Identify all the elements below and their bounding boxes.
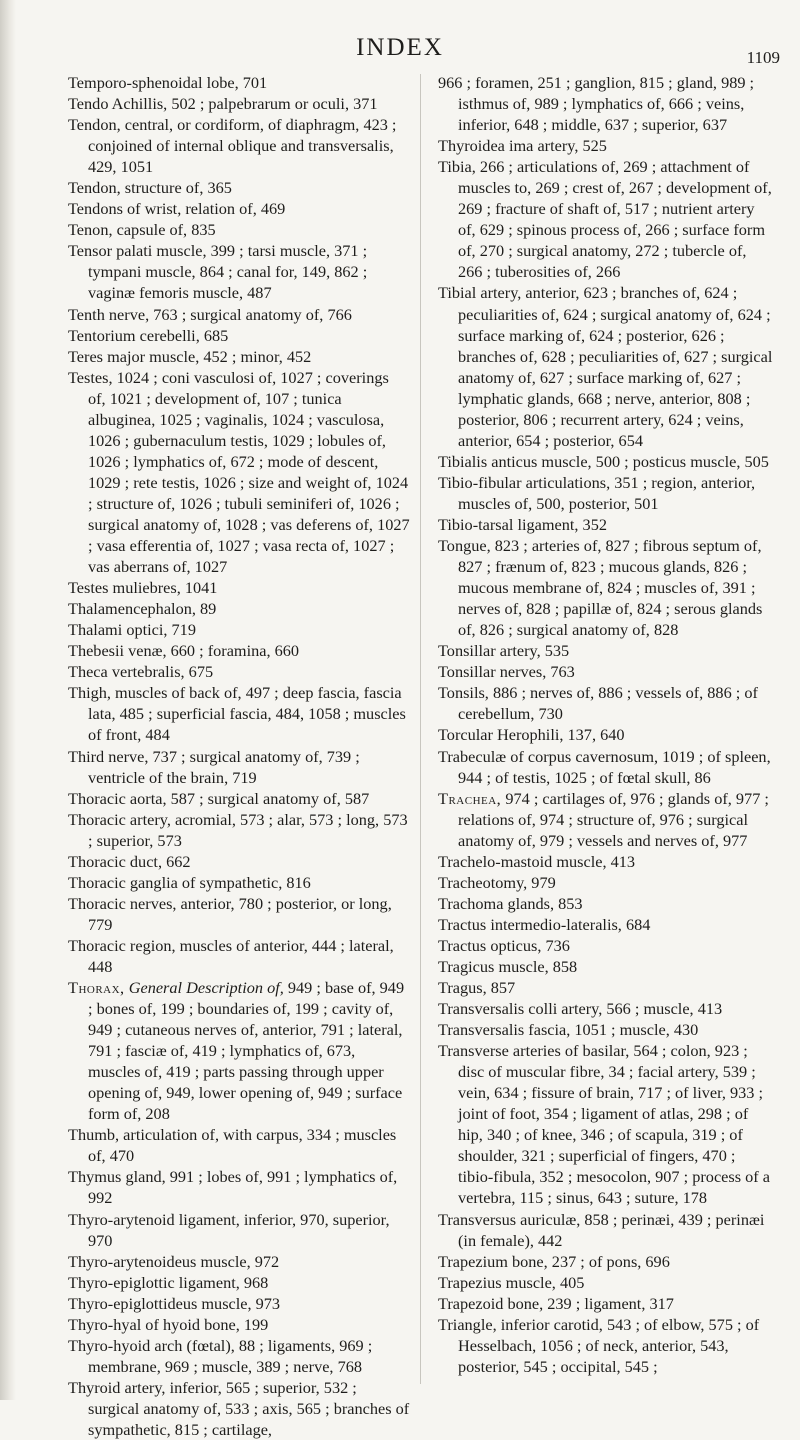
entry-text: Teres major muscle, 452 ; minor, 452 xyxy=(68,346,312,366)
index-entry xyxy=(438,788,774,851)
entry-heading-smallcaps: Trachea, xyxy=(438,788,502,808)
index-entry xyxy=(438,1209,774,1251)
entry-text: 974 ; cartilages of, 976 ; glands of, 977 ; relations of, 974 ; structure of, 976 ; surgical anatomy of, 979 ; vessels and nerves of, 977 xyxy=(458,788,769,850)
index-entry xyxy=(68,619,410,640)
entry-text: Thymus gland, 991 ; lobes of, 991 ; lymphatics of, 992 xyxy=(68,1167,398,1208)
entry-heading-smallcaps: Thorax, xyxy=(68,978,125,998)
index-entry xyxy=(68,1314,410,1335)
index-entry xyxy=(68,935,410,977)
entry-text: Thyro-hyoid arch (fœtal), 88 ; ligaments, 969 ; membrane, 969 ; muscle, 389 ; nerve, 768 xyxy=(68,1335,373,1376)
entry-text: Tragicus muscle, 858 xyxy=(438,956,578,976)
index-entry xyxy=(68,1124,410,1166)
entry-text: Thigh, muscles of back of, 497 ; deep fascia, fascia lata, 485 ; superficial fascia, 484, 1058 ; muscles of front, 484 xyxy=(68,683,406,745)
entry-text: Tentorium cerebelli, 685 xyxy=(68,325,229,345)
index-entry xyxy=(438,977,774,998)
entry-text: Transversus auriculæ, 858 ; perinæi, 439 ; perinæi (in female), 442 xyxy=(438,1209,765,1250)
entry-text: 966 ; foramen, 251 ; ganglion, 815 ; gland, 989 ; isthmus of, 989 ; lymphatics of, 666 ; veins, inferior, 648 ; middle, 637 ; superior, 637 xyxy=(438,73,755,135)
index-entry xyxy=(68,93,410,114)
index-entry xyxy=(68,367,410,577)
index-entry xyxy=(68,325,410,346)
page-header xyxy=(0,34,800,67)
entry-text: Thoracic artery, acromial, 573 ; alar, 573 ; long, 573 ; superior, 573 xyxy=(68,809,408,850)
entry-text: Tonsillar artery, 535 xyxy=(438,641,570,661)
entry-text: Thebesii venæ, 660 ; foramina, 660 xyxy=(68,641,300,661)
entry-text: Triangle, inferior carotid, 543 ; of elbow, 575 ; of Hesselbach, 1056 ; of neck, anterior, 543, posterior, 545 ; occipital, 545 ; xyxy=(438,1314,760,1376)
entry-text: Testes, 1024 ; coni vasculosi of, 1027 ; coverings of, 1021 ; development of, 107 ; tunica albuginea, 1025 ; vaginalis, 1024 ; vasculosa, 1026 ; gubernaculum testis, 1029 ; lobules of, 1026 ; lymphatics of, 672 ; mode of descent, 1029 ; rete testis, 1026 ; size and weight of, 1024 ; structure of, 1026 ; tubuli seminiferi of, 1026 ; surgical anatomy of, 1028 ; vas deferens of, 1027 ; vasa efferentia of, 1027 ; vasa recta of, 1027 ; vas aberrans of, 1027 xyxy=(68,367,410,577)
index-entry xyxy=(68,682,410,745)
entry-text: Tendo Achillis, 502 ; palpebrarum or oculi, 371 xyxy=(68,94,378,114)
entry-text: Tragus, 857 xyxy=(438,978,516,998)
entry-text: Third nerve, 737 ; surgical anatomy of, 739 ; ventricle of the brain, 719 xyxy=(68,746,360,787)
index-entry xyxy=(68,809,410,851)
entry-text: Thalamencephalon, 89 xyxy=(68,599,217,619)
entry-text: Thoracic nerves, anterior, 780 ; posterior, or long, 779 xyxy=(68,893,392,934)
index-entry xyxy=(68,1335,410,1377)
index-entry xyxy=(438,914,774,935)
entry-text: Tenth nerve, 763 ; surgical anatomy of, 766 xyxy=(68,304,352,324)
index-entry xyxy=(438,682,774,724)
entry-text: Thyro-epiglottideus muscle, 973 xyxy=(68,1293,281,1313)
index-entry xyxy=(68,346,410,367)
entry-text: Thoracic ganglia of sympathetic, 816 xyxy=(68,872,311,892)
entry-text: Torcular Herophili, 137, 640 xyxy=(438,725,625,745)
entry-text: Tensor palati muscle, 399 ; tarsi muscle, 371 ; tympani muscle, 864 ; canal for, 149, 862 ; vaginæ femoris muscle, 487 xyxy=(68,241,368,303)
entry-text: Transverse arteries of basilar, 564 ; colon, 923 ; disc of muscular fibre, 34 ; facial artery, 539 ; vein, 634 ; fissure of brain, 717 ; of liver, 933 ; joint of foot, 354 ; ligament of atlas, 298 ; of hip, 340 ; of knee, 346 ; of scapula, 319 ; of shoulder, 321 ; superficial of fingers, 470 ; tibio-fibula, 352 ; mesocolon, 907 ; process of a vertebra, 115 ; sinus, 643 ; suture, 178 xyxy=(438,1041,770,1208)
index-entry xyxy=(68,177,410,198)
entry-heading-italic: General Description of, xyxy=(124,978,284,998)
entry-text: Tracheotomy, 979 xyxy=(438,872,556,892)
entry-text: Thoracic region, muscles of anterior, 444 ; lateral, 448 xyxy=(68,935,394,976)
index-entry xyxy=(68,977,410,1124)
index-entry xyxy=(438,724,774,745)
entry-text: Thoracic duct, 662 xyxy=(68,851,191,871)
index-entry xyxy=(68,893,410,935)
entry-text: Thoracic aorta, 587 ; surgical anatomy of, 587 xyxy=(68,788,370,808)
index-entry xyxy=(438,135,774,156)
entry-text: Thyro-epiglottic ligament, 968 xyxy=(68,1272,269,1292)
entry-text: Trachelo-mastoid muscle, 413 xyxy=(438,851,636,871)
entry-text: Thalami optici, 719 xyxy=(68,620,196,640)
entry-text: Tractus opticus, 736 xyxy=(438,935,570,955)
page-title: INDEX xyxy=(356,34,444,61)
index-entry xyxy=(438,1251,774,1272)
index-entry xyxy=(68,661,410,682)
entry-text: Thyro-hyal of hyoid bone, 199 xyxy=(68,1314,269,1334)
entry-text: Tenon, capsule of, 835 xyxy=(68,220,216,240)
index-entry xyxy=(438,1293,774,1314)
index-entry xyxy=(68,1377,410,1440)
index-entry xyxy=(438,956,774,977)
entry-text: Trabeculæ of corpus cavernosum, 1019 ; of spleen, 944 ; of testis, 1025 ; of fœtal skull, 86 xyxy=(438,746,771,787)
index-entry xyxy=(68,1272,410,1293)
entry-text: Tendons of wrist, relation of, 469 xyxy=(68,199,286,219)
index-entry xyxy=(438,1314,774,1377)
entry-text: Theca vertebralis, 675 xyxy=(68,662,214,682)
index-entry xyxy=(68,851,410,872)
column-divider xyxy=(420,74,421,1384)
entry-text: Trapezoid bone, 239 ; ligament, 317 xyxy=(438,1293,674,1313)
index-entry xyxy=(438,282,774,450)
index-entry xyxy=(68,598,410,619)
index-entry xyxy=(68,1251,410,1272)
index-entry xyxy=(438,935,774,956)
index-entry xyxy=(438,998,774,1019)
entry-text: Trapezius muscle, 405 xyxy=(438,1272,585,1292)
index-entry xyxy=(438,451,774,472)
entry-text: Tibio-tarsal ligament, 352 xyxy=(438,514,607,534)
entry-text: Tendon, central, or cordiform, of diaphragm, 423 ; conjoined of internal oblique and transversalis, 429, 1051 xyxy=(68,115,397,177)
entry-text: Temporo-sphenoidal lobe, 701 xyxy=(68,73,268,92)
entry-text: Trapezium bone, 237 ; of pons, 696 xyxy=(438,1251,670,1271)
index-entry xyxy=(68,746,410,788)
entry-text: Tibialis anticus muscle, 500 ; posticus muscle, 505 xyxy=(438,451,769,471)
index-entry xyxy=(438,872,774,893)
index-entry xyxy=(438,661,774,682)
index-entry xyxy=(68,114,410,177)
index-column-left xyxy=(68,72,410,1440)
index-entry xyxy=(438,1040,774,1208)
index-entry xyxy=(68,1209,410,1251)
entry-text: Tendon, structure of, 365 xyxy=(68,178,232,198)
entry-text: Thyro-arytenoid ligament, inferior, 970, superior, 970 xyxy=(68,1209,390,1250)
entry-text: Testes muliebres, 1041 xyxy=(68,578,218,598)
index-entry xyxy=(68,240,410,303)
entry-text: Thyroidea ima artery, 525 xyxy=(438,136,607,156)
entry-text: Transversalis fascia, 1051 ; muscle, 430 xyxy=(438,1020,699,1040)
entry-text: Tractus intermedio-lateralis, 684 xyxy=(438,914,651,934)
entry-text: Thyroid artery, inferior, 565 ; superior, 532 ; surgical anatomy of, 533 ; axis, 565 ; branches of sympathetic, 815 ; cartilage, xyxy=(68,1377,410,1439)
index-entry xyxy=(438,893,774,914)
index-entry xyxy=(438,72,774,135)
index-column-right xyxy=(438,72,774,1377)
index-entry xyxy=(438,156,774,282)
entry-text: Tibial artery, anterior, 623 ; branches of, 624 ; peculiarities of, 624 ; surgical anatomy of, 624 ; surface marking of, 624 ; posterior, 626 ; branches of, 628 ; peculiarities of, 627 ; surgical anatomy of, 627 ; surface marking of, 627 ; lymphatic glands, 668 ; nerve, anterior, 808 ; posterior, 806 ; recurrent artery, 624 ; veins, anterior, 654 ; posterior, 654 xyxy=(438,283,773,450)
index-entry xyxy=(68,219,410,240)
entry-text: Transversalis colli artery, 566 ; muscle, 413 xyxy=(438,999,723,1019)
index-entry xyxy=(438,514,774,535)
index-entry xyxy=(68,872,410,893)
entry-text: Trachoma glands, 853 xyxy=(438,893,583,913)
index-entry xyxy=(438,746,774,788)
entry-text: Tonsils, 886 ; nerves of, 886 ; vessels of, 886 ; of cerebellum, 730 xyxy=(438,683,758,724)
index-entry xyxy=(68,304,410,325)
index-entry xyxy=(68,1293,410,1314)
index-entry xyxy=(438,1272,774,1293)
entry-text: Tonsillar nerves, 763 xyxy=(438,662,575,682)
entry-text: Thumb, articulation of, with carpus, 334 ; muscles of, 470 xyxy=(68,1125,397,1166)
index-entry xyxy=(68,640,410,661)
index-entry xyxy=(68,788,410,809)
index-entry xyxy=(68,1166,410,1208)
index-entry xyxy=(68,577,410,598)
index-entry xyxy=(438,851,774,872)
index-entry xyxy=(438,640,774,661)
page-number: 1109 xyxy=(746,48,780,67)
entry-text: 949 ; base of, 949 ; bones of, 199 ; boundaries of, 199 ; cavity of, 949 ; cutaneous nerves of, anterior, 791 ; lateral, 791 ; fasciæ of, 419 ; lymphatics of, 673, muscles of, 419 ; parts passing through upper opening of, 949, lower opening of, 949 ; surface form of, 208 xyxy=(88,978,405,1124)
entry-text: Tongue, 823 ; arteries of, 827 ; fibrous septum of, 827 ; frænum of, 823 ; mucous glands, 826 ; mucous membrane of, 824 ; muscles of, 391 ; nerves of, 828 ; papillæ of, 824 ; serous glands of, 826 ; surgical anatomy of, 828 xyxy=(438,536,763,640)
index-entry xyxy=(68,198,410,219)
page-gutter-shadow xyxy=(0,0,16,1400)
index-entry xyxy=(438,1019,774,1040)
entry-text: Tibia, 266 ; articulations of, 269 ; attachment of muscles to, 269 ; crest of, 267 ; development of, 269 ; fracture of shaft of, 517 ; nutrient artery of, 629 ; spinous process of, 266 ; surface form of, 270 ; surgical anatomy, 272 ; tubercle of, 266 ; tuberosities of, 266 xyxy=(438,157,772,282)
index-entry xyxy=(438,535,774,640)
index-entry xyxy=(68,72,410,93)
index-entry xyxy=(438,472,774,514)
entry-text: Tibio-fibular articulations, 351 ; region, anterior, muscles of, 500, posterior, 501 xyxy=(438,472,756,513)
entry-text: Thyro-arytenoideus muscle, 972 xyxy=(68,1251,280,1271)
